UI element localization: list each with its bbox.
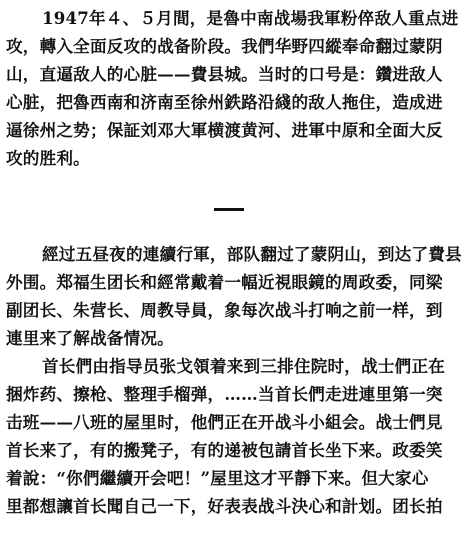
body-paragraphs xyxy=(6,240,468,520)
text-line: 1947年４、５月間，是魯中南战場我軍粉倅敌人重点进 xyxy=(42,8,459,28)
text-line: 里都想讓首长聞自己一下，好表表战斗決心和計划。团长拍 xyxy=(6,496,443,516)
section-number-one xyxy=(214,208,244,211)
text-line: 山，直逼敌人的心脏——費县城。当时的口号是：鑽进敌人 xyxy=(6,64,443,84)
text-line: 經过五昼夜的連續行軍，部队翻过了蒙阴山，到达了費县 xyxy=(42,244,462,264)
intro-paragraph xyxy=(6,4,468,172)
text-line: 首长来了，有的搬凳子，有的递被包請首长坐下来。政委笑 xyxy=(6,440,443,460)
text-line: 逼徐州之势；保証刘邓大軍横渡黄河、进軍中原和全面大反 xyxy=(6,120,443,140)
text-line: 外围。郑福生团长和經常戴着一幅近視眼鏡的周政委，同梁 xyxy=(6,272,443,292)
text-line: 着說：“你們繼續开会吧！”屋里这才平靜下来。但大家心 xyxy=(6,468,429,488)
text-line: 心脏，把魯西南和济南至徐州鉄路沿綫的敌人拖住，造成进 xyxy=(6,92,443,112)
text-line: 副团长、朱营长、周教导員，象每次战斗打响之前一样，到 xyxy=(6,300,443,320)
text-line: 击班——八班的屋里时，他們正在开战斗小組会。战士們見 xyxy=(6,412,443,432)
text-line: 首长們由指导员张戈領着来到三排住院时，战士們正在 xyxy=(42,356,446,376)
text-line: 攻的胜利。 xyxy=(6,148,90,168)
text-line: 連里来了解战备情况。 xyxy=(6,328,174,348)
text-line: 捆炸药、擦枪、整理手榴弹，……当首长們走进連里第一突 xyxy=(6,384,443,404)
text-line: 攻，轉入全面反攻的战备阶段。我們华野四縱奉命翻过蒙阴 xyxy=(6,36,443,56)
